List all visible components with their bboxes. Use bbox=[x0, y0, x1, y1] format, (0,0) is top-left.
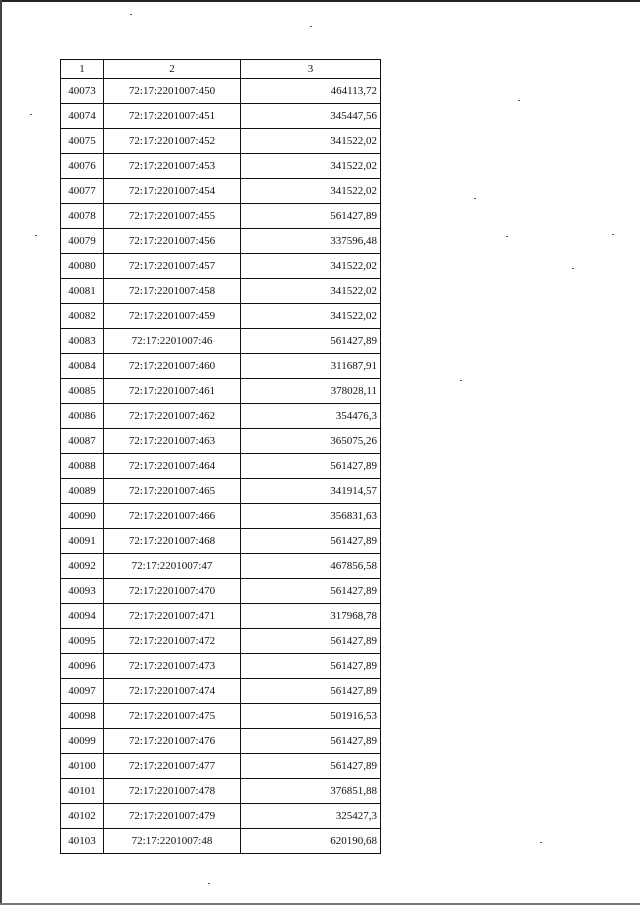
table-row bbox=[61, 679, 381, 704]
cadastral-value: 561427,89 bbox=[241, 329, 381, 354]
scan-speck bbox=[35, 235, 37, 236]
cadastral-number: 72:17:2201007:476 bbox=[104, 729, 241, 754]
cadastral-number: 72:17:2201007:473 bbox=[104, 654, 241, 679]
table-row bbox=[61, 454, 381, 479]
cadastral-number: 72:17:2201007:478 bbox=[104, 779, 241, 804]
cadastral-value: 561427,89 bbox=[241, 679, 381, 704]
table-row bbox=[61, 279, 381, 304]
cadastral-number: 72:17:2201007:472 bbox=[104, 629, 241, 654]
cadastral-value: 365075,26 bbox=[241, 429, 381, 454]
row-number: 40093 bbox=[61, 579, 104, 604]
cadastral-value: 378028,11 bbox=[241, 379, 381, 404]
cadastral-value: 341522,02 bbox=[241, 304, 381, 329]
scan-speck bbox=[540, 842, 542, 843]
cadastral-number: 72:17:2201007:454 bbox=[104, 179, 241, 204]
scan-speck bbox=[310, 26, 312, 27]
cadastral-number: 72:17:2201007:465 bbox=[104, 479, 241, 504]
cadastral-value: 561427,89 bbox=[241, 579, 381, 604]
row-number: 40100 bbox=[61, 754, 104, 779]
cadastral-number: 72:17:2201007:48 bbox=[104, 829, 241, 854]
cadastral-value: 561427,89 bbox=[241, 754, 381, 779]
row-number: 40089 bbox=[61, 479, 104, 504]
row-number: 40083 bbox=[61, 329, 104, 354]
table-row bbox=[61, 504, 381, 529]
table-row bbox=[61, 404, 381, 429]
scan-speck bbox=[130, 14, 132, 15]
table-row bbox=[61, 479, 381, 504]
row-number: 40094 bbox=[61, 604, 104, 629]
scan-speck bbox=[518, 100, 520, 101]
table-row bbox=[61, 779, 381, 804]
cadastral-value: 561427,89 bbox=[241, 729, 381, 754]
row-number: 40087 bbox=[61, 429, 104, 454]
scan-speck bbox=[460, 380, 462, 381]
table-row bbox=[61, 829, 381, 854]
table-row bbox=[61, 529, 381, 554]
column-header-1: 1 bbox=[61, 60, 104, 79]
cadastral-number: 72:17:2201007:477 bbox=[104, 754, 241, 779]
row-number: 40086 bbox=[61, 404, 104, 429]
table-row bbox=[61, 179, 381, 204]
scan-speck bbox=[506, 236, 508, 237]
cadastral-value: 341522,02 bbox=[241, 279, 381, 304]
cadastral-number: 72:17:2201007:463 bbox=[104, 429, 241, 454]
cadastral-value: 354476,3 bbox=[241, 404, 381, 429]
cadastral-value: 341522,02 bbox=[241, 154, 381, 179]
table-row bbox=[61, 154, 381, 179]
table-row bbox=[61, 304, 381, 329]
cadastral-number: 72:17:2201007:460 bbox=[104, 354, 241, 379]
cadastral-number: 72:17:2201007:458 bbox=[104, 279, 241, 304]
table-row bbox=[61, 604, 381, 629]
cadastral-value: 561427,89 bbox=[241, 529, 381, 554]
cadastral-number: 72:17:2201007:452 bbox=[104, 129, 241, 154]
row-number: 40077 bbox=[61, 179, 104, 204]
table-body bbox=[61, 79, 381, 854]
row-number: 40088 bbox=[61, 454, 104, 479]
row-number: 40092 bbox=[61, 554, 104, 579]
row-number: 40095 bbox=[61, 629, 104, 654]
table-row bbox=[61, 379, 381, 404]
cadastral-number: 72:17:2201007:468 bbox=[104, 529, 241, 554]
scan-speck bbox=[572, 268, 574, 269]
cadastral-number: 72:17:2201007:459 bbox=[104, 304, 241, 329]
row-number: 40099 bbox=[61, 729, 104, 754]
row-number: 40103 bbox=[61, 829, 104, 854]
scan-speck bbox=[208, 883, 210, 884]
cadastral-value: 341522,02 bbox=[241, 129, 381, 154]
table-header-row bbox=[61, 60, 381, 79]
cadastral-value: 311687,91 bbox=[241, 354, 381, 379]
cadastral-number: 72:17:2201007:46 bbox=[104, 329, 241, 354]
table-row bbox=[61, 79, 381, 104]
cadastral-value: 341522,02 bbox=[241, 254, 381, 279]
table-row bbox=[61, 704, 381, 729]
cadastral-number: 72:17:2201007:47 bbox=[104, 554, 241, 579]
cadastral-number: 72:17:2201007:471 bbox=[104, 604, 241, 629]
page-left-edge bbox=[0, 0, 2, 905]
scan-speck bbox=[474, 198, 476, 199]
cadastral-value: 561427,89 bbox=[241, 204, 381, 229]
table-row bbox=[61, 429, 381, 454]
cadastral-value: 341522,02 bbox=[241, 179, 381, 204]
cadastral-value: 341914,57 bbox=[241, 479, 381, 504]
table-row bbox=[61, 654, 381, 679]
cadastral-number: 72:17:2201007:466 bbox=[104, 504, 241, 529]
page-top-edge bbox=[0, 0, 640, 2]
cadastral-value: 345447,56 bbox=[241, 104, 381, 129]
table-row bbox=[61, 104, 381, 129]
cadastral-number: 72:17:2201007:457 bbox=[104, 254, 241, 279]
cadastral-number: 72:17:2201007:475 bbox=[104, 704, 241, 729]
row-number: 40073 bbox=[61, 79, 104, 104]
cadastral-value-table bbox=[60, 59, 381, 854]
row-number: 40080 bbox=[61, 254, 104, 279]
row-number: 40091 bbox=[61, 529, 104, 554]
row-number: 40098 bbox=[61, 704, 104, 729]
cadastral-value: 467856,58 bbox=[241, 554, 381, 579]
row-number: 40075 bbox=[61, 129, 104, 154]
cadastral-number: 72:17:2201007:462 bbox=[104, 404, 241, 429]
cadastral-value: 325427,3 bbox=[241, 804, 381, 829]
cadastral-number: 72:17:2201007:464 bbox=[104, 454, 241, 479]
table-row bbox=[61, 754, 381, 779]
cadastral-value: 376851,88 bbox=[241, 779, 381, 804]
table-row bbox=[61, 579, 381, 604]
row-number: 40081 bbox=[61, 279, 104, 304]
row-number: 40090 bbox=[61, 504, 104, 529]
row-number: 40084 bbox=[61, 354, 104, 379]
cadastral-number: 72:17:2201007:453 bbox=[104, 154, 241, 179]
table-row bbox=[61, 629, 381, 654]
row-number: 40085 bbox=[61, 379, 104, 404]
row-number: 40097 bbox=[61, 679, 104, 704]
cadastral-value: 501916,53 bbox=[241, 704, 381, 729]
scan-speck bbox=[30, 114, 32, 115]
row-number: 40079 bbox=[61, 229, 104, 254]
cadastral-number: 72:17:2201007:479 bbox=[104, 804, 241, 829]
cadastral-number: 72:17:2201007:470 bbox=[104, 579, 241, 604]
cadastral-number: 72:17:2201007:461 bbox=[104, 379, 241, 404]
table-row bbox=[61, 329, 381, 354]
cadastral-number: 72:17:2201007:450 bbox=[104, 79, 241, 104]
table-row bbox=[61, 129, 381, 154]
cadastral-value: 317968,78 bbox=[241, 604, 381, 629]
row-number: 40076 bbox=[61, 154, 104, 179]
row-number: 40096 bbox=[61, 654, 104, 679]
table-row bbox=[61, 804, 381, 829]
table-row bbox=[61, 554, 381, 579]
cadastral-number: 72:17:2201007:456 bbox=[104, 229, 241, 254]
cadastral-value: 561427,89 bbox=[241, 629, 381, 654]
table-row bbox=[61, 729, 381, 754]
cadastral-value: 620190,68 bbox=[241, 829, 381, 854]
row-number: 40074 bbox=[61, 104, 104, 129]
cadastral-value: 356831,63 bbox=[241, 504, 381, 529]
table-row bbox=[61, 254, 381, 279]
cadastral-value: 337596,48 bbox=[241, 229, 381, 254]
row-number: 40082 bbox=[61, 304, 104, 329]
cadastral-value: 561427,89 bbox=[241, 454, 381, 479]
row-number: 40102 bbox=[61, 804, 104, 829]
cadastral-number: 72:17:2201007:451 bbox=[104, 104, 241, 129]
cadastral-value: 561427,89 bbox=[241, 654, 381, 679]
column-header-2: 2 bbox=[104, 60, 241, 79]
table-row bbox=[61, 354, 381, 379]
column-header-3: 3 bbox=[241, 60, 381, 79]
row-number: 40078 bbox=[61, 204, 104, 229]
row-number: 40101 bbox=[61, 779, 104, 804]
table-row bbox=[61, 204, 381, 229]
table-row bbox=[61, 229, 381, 254]
scan-speck bbox=[612, 234, 614, 235]
cadastral-number: 72:17:2201007:455 bbox=[104, 204, 241, 229]
cadastral-value: 464113,72 bbox=[241, 79, 381, 104]
cadastral-number: 72:17:2201007:474 bbox=[104, 679, 241, 704]
